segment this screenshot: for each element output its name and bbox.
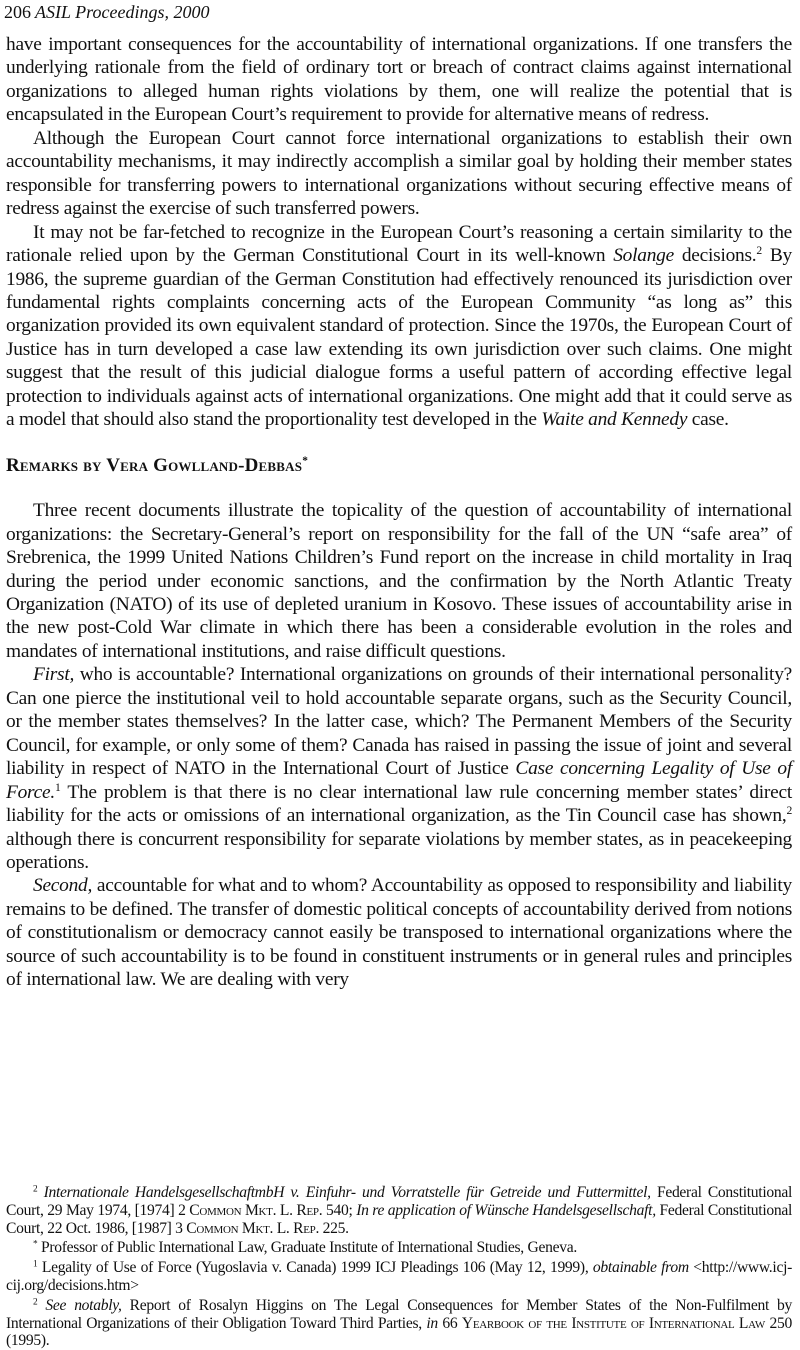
- text-run: 540;: [322, 1201, 357, 1219]
- footnote: [6, 1184, 792, 1237]
- text-run: Solange: [613, 245, 674, 267]
- text-run: Second,: [33, 875, 93, 897]
- footnote-mark: 2: [33, 1184, 38, 1195]
- text-run: <http://www.icj-cij.org/decisions.htm>: [6, 1259, 792, 1294]
- text-run: 225.: [319, 1219, 349, 1237]
- paragraph: [6, 221, 792, 432]
- text-run: It may not be far-fetched to recognize in the European Court’s reasoning a certain similarity to the rationale relied upon by the German Constitutional Court in its well-known: [6, 221, 792, 267]
- text-run: although there is concurrent responsibility for separate violations by member states, as in peacekeeping operations.: [6, 828, 792, 873]
- text-run: who is accountable? International organizations on grounds of their international personality? Can one pierce the institutional veil to hold accountable separate organs, such as the Security Council, or the member states themselves? In the latter case, which? The Permanent Members of the Security Council, for example, or only some of them? Canada has raised in passing the issue of joint and several liability in respect of NATO in the International Court of Justice: [6, 664, 792, 780]
- footnote-mark: 2: [756, 244, 762, 258]
- text-run: Internationale HandelsgesellschaftmbH v. Einfuhr- und Vorratstelle für Getreide und Futtermittel,: [43, 1184, 651, 1201]
- paragraphs-before: [6, 33, 792, 432]
- journal-title: ASIL Proceedings, 2000: [35, 2, 210, 22]
- paragraph: [6, 874, 792, 991]
- footnote-mark: 2: [33, 1297, 38, 1308]
- running-header: [4, 2, 209, 23]
- footnote-mark: *: [33, 1239, 38, 1250]
- footnotes: [6, 1184, 792, 1350]
- text-run: Yearbook of the Institute of International Law: [461, 1314, 766, 1332]
- footnote-mark: 1: [54, 780, 61, 794]
- text-run: First,: [33, 664, 75, 686]
- text-run: By 1986, the supreme guardian of the German Constitution had effectively renounced its jurisdiction over fundamental rights complaints concerning acts of the European Community “as long as” this organization provided its own equivalent standard of protection. Since the 1970s, the European Court of Justice has in turn developed a case law extending its own jurisdiction over such claims. One might suggest that the result of this judicial dialogue forms a useful pattern of according effective legal protection to individuals against acts of international organizations. One might add that it could serve as a model that should also stand the proportionality test developed in the: [6, 245, 792, 431]
- text-run: Although the European Court cannot force international organizations to establish their own accountability mechanisms, it may indirectly accomplish a similar goal by holding their member states responsible for transferring powers to international organizations without securing effective means of redress against the exercise of such transferred powers.: [6, 127, 792, 220]
- text-run: obtainable from: [592, 1259, 689, 1277]
- text-run: See notably,: [45, 1296, 122, 1314]
- footnote-mark: 2: [786, 804, 792, 818]
- paragraphs-after: [6, 499, 792, 992]
- text-run: Common Mkt. L. Rep.: [189, 1201, 323, 1219]
- text-run: decisions.: [673, 245, 757, 267]
- section-heading: [6, 454, 792, 477]
- text-run: Waite and Kennedy: [541, 409, 688, 431]
- footnote: [6, 1259, 792, 1295]
- text-run: Common Mkt. L. Rep.: [186, 1219, 320, 1237]
- text-run: Report of Rosalyn Higgins on The Legal Consequences for Member States of the Non-Fulfilment by International Organizations of their Obligation Toward Third Parties,: [6, 1296, 792, 1332]
- text-run: The problem is that there is no clear international law rule concerning member states’ direct liability for the acts or omissions of an international organization, as the Tin Council case has shown,: [6, 781, 792, 827]
- text-run: have important consequences for the accountability of international organizations. If one transfers the underlying rationale from the field of ordinary tort or breach of contract claims against international organizations to alleged human rights violations by them, one will realize the potential that is encapsulated in the European Court’s requirement to provide for alternative means of redress.: [6, 34, 792, 126]
- main-text: [6, 33, 792, 992]
- text-run: in: [426, 1314, 438, 1332]
- text-run: Professor of Public International Law, Graduate Institute of International Studies, Geneva.: [37, 1239, 577, 1257]
- text-run: 66: [437, 1314, 462, 1332]
- text-run: Legality of Use of Force (Yugoslavia v. Canada) 1999 ICJ Pleadings 106 (May 12, 1999),: [37, 1259, 593, 1277]
- paragraph: [6, 663, 792, 874]
- footnote: [6, 1239, 792, 1257]
- text-run: Federal Constitutional Court, 22 Oct. 1986, [1987] 3: [6, 1201, 792, 1237]
- text-run: Federal Constitutional Court, 29 May 1974, [1974] 2: [6, 1184, 793, 1219]
- heading-text: Remarks by Vera Gowlland-Debbas: [6, 454, 303, 476]
- paragraph: [6, 499, 792, 663]
- paragraph: [6, 33, 792, 127]
- text-run: Case concerning Legality of Use of Force.: [6, 758, 792, 803]
- text-run: Three recent documents illustrate the topicality of the question of accountability of international organizations: the Secretary-General’s report on responsibility for the fall of the UN “safe area” of Srebrenica, the 1999 United Nations Children’s Fund report on the increase in child mortality in Iraq during the period under economic sanctions, and the confirmation by the North Atlantic Treaty Organization (NATO) of its use of depleted uranium in Kosovo. These issues of accountability arise in the new post-Cold War climate in which there has been a considerable evolution in the roles and mandates of international institutions, and raise difficult questions.: [6, 500, 792, 662]
- paragraph: [6, 127, 792, 221]
- text-run: 250 (1995).: [6, 1314, 793, 1350]
- page-number: 206: [4, 2, 31, 22]
- footnote-mark: 1: [33, 1259, 38, 1270]
- footnote: [6, 1297, 792, 1350]
- text-run: In re application of Wünsche Handelsgesellschaft,: [356, 1201, 656, 1219]
- text-run: accountable for what and to whom? Accountability as opposed to responsibility and liability remains to be defined. The transfer of domestic political concepts of accountability derived from notions of constitutionalism or democracy cannot easily be transposed to international organizations where the source of such accountability is to be found in constituent instruments or in general rules and principles of international law. We are dealing with very: [6, 875, 792, 991]
- heading-footnote-mark: *: [302, 454, 309, 467]
- text-run: case.: [687, 409, 729, 431]
